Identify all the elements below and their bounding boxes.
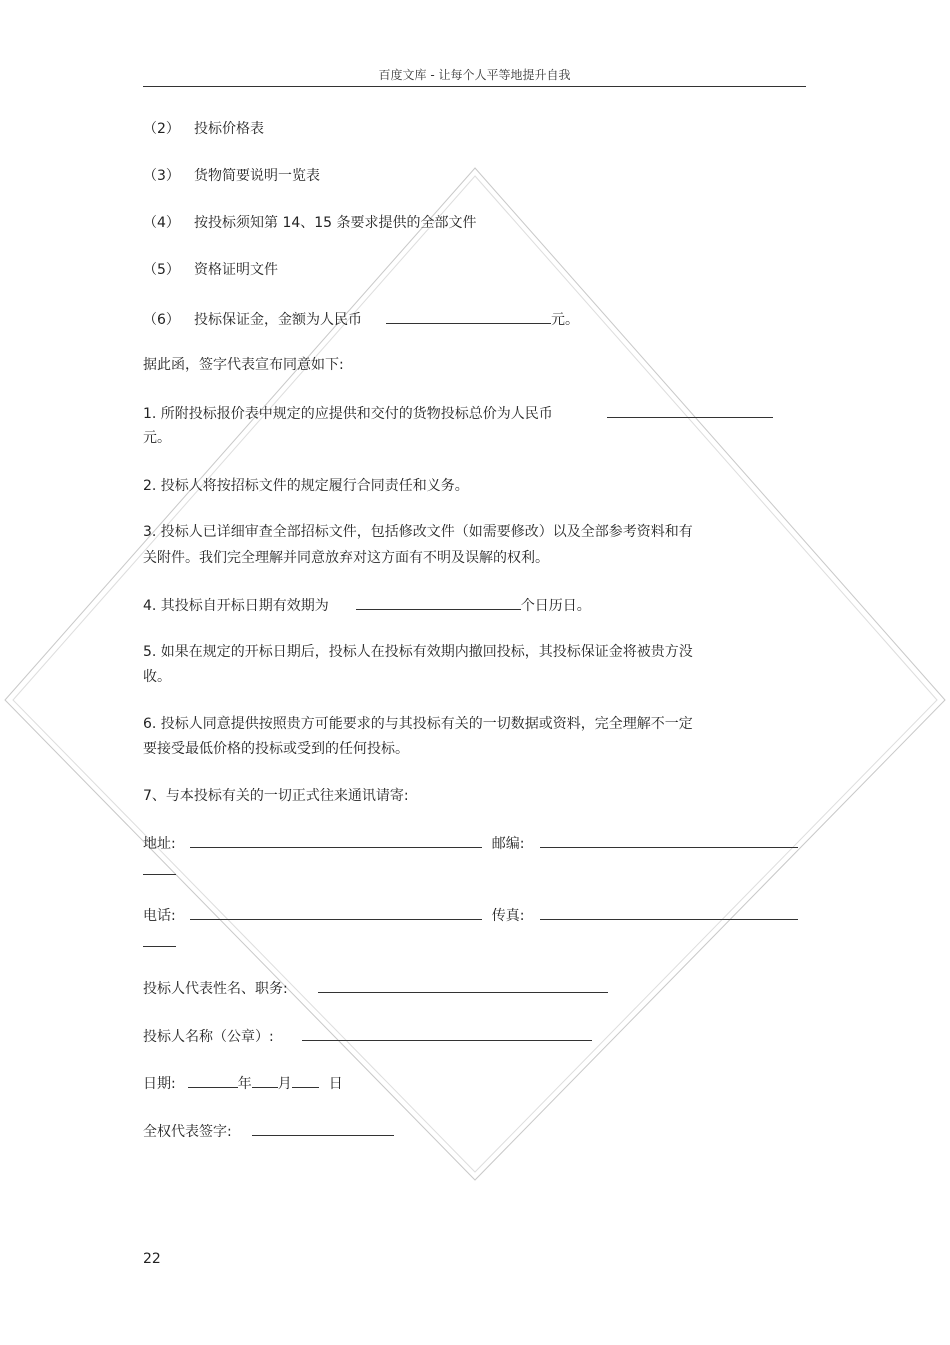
- clause-1-cont: 元。: [143, 430, 171, 446]
- rep-blank[interactable]: [318, 978, 608, 993]
- list-item: [143, 260, 278, 280]
- date-label: 日期:: [143, 1076, 176, 1092]
- clause-4-suffix: 个日历日。: [520, 598, 591, 614]
- fax-blank[interactable]: [540, 905, 798, 920]
- phone-blank[interactable]: [190, 905, 482, 920]
- fax-label: 传真:: [491, 908, 525, 924]
- deposit-suffix: 元。: [551, 312, 579, 328]
- clause-5-line2: 收。: [143, 669, 171, 685]
- item-number: （5）: [143, 262, 180, 278]
- item-number: （2）: [143, 121, 180, 137]
- phone-label: 电话:: [143, 908, 176, 924]
- name-label: 投标人名称（公章）:: [143, 1029, 274, 1045]
- clause-4: [143, 595, 591, 616]
- item-text: 投标保证金，金额为人民币: [194, 312, 362, 328]
- date-row: [143, 1073, 343, 1094]
- month-blank[interactable]: [252, 1073, 278, 1088]
- signature-blank[interactable]: [252, 1121, 394, 1136]
- header-rule: [143, 86, 806, 87]
- list-item: [143, 166, 320, 186]
- item-text: 货物简要说明一览表: [194, 168, 320, 184]
- clause-3-line1: 3. 投标人已详细审查全部招标文件，包括修改文件（如需要修改）以及全部参考资料和有: [143, 524, 693, 540]
- item-text: 投标价格表: [194, 121, 264, 137]
- clause-2: 2. 投标人将按招标文件的规定履行合同责任和义务。: [143, 478, 469, 494]
- address-blank[interactable]: [190, 833, 482, 848]
- postcode-blank-cont[interactable]: [143, 860, 176, 875]
- year-blank[interactable]: [188, 1073, 238, 1088]
- item-number: （3）: [143, 168, 180, 184]
- clause-6-line2: 要接受最低价格的投标或受到的任何投标。: [143, 741, 409, 757]
- address-label: 地址:: [143, 836, 176, 852]
- clause-1-text: 1. 所附投标报价表中规定的应提供和交付的货物投标总价为人民币: [143, 406, 553, 422]
- day-label: 日: [328, 1076, 343, 1092]
- declaration-text: 据此函，签字代表宣布同意如下:: [143, 357, 344, 373]
- page-number: 22: [143, 1251, 161, 1267]
- clause-7: 7、与本投标有关的一切正式往来通讯请寄:: [143, 788, 409, 804]
- postcode-blank[interactable]: [540, 833, 798, 848]
- list-item: [143, 119, 264, 139]
- year-label: 年: [237, 1076, 252, 1092]
- phone-row-cont: [143, 932, 176, 953]
- name-blank[interactable]: [302, 1026, 592, 1041]
- total-price-blank[interactable]: [607, 403, 773, 418]
- fax-blank-cont[interactable]: [143, 932, 176, 947]
- item-text: 资格证明文件: [194, 262, 278, 278]
- rep-label: 投标人代表性名、职务:: [143, 981, 288, 997]
- postcode-label: 邮编:: [491, 836, 525, 852]
- day-blank[interactable]: [292, 1073, 319, 1088]
- deposit-amount-blank[interactable]: [386, 309, 551, 324]
- signature-row: [143, 1121, 394, 1142]
- address-row: [143, 833, 798, 854]
- phone-row: [143, 905, 798, 926]
- validity-days-blank[interactable]: [356, 595, 521, 610]
- clause-6-line1: 6. 投标人同意提供按照贵方可能要求的与其投标有关的一切数据或资料，完全理解不一定: [143, 716, 693, 732]
- page-header: 百度文库 - 让每个人平等地提升自我: [378, 68, 571, 82]
- name-row: [143, 1026, 592, 1047]
- rep-row: [143, 978, 608, 999]
- item-number: （6）: [143, 312, 180, 328]
- clause-3-line2: 关附件。我们完全理解并同意放弃对这方面有不明及误解的权利。: [143, 550, 549, 566]
- item-text: 按投标须知第 14、15 条要求提供的全部文件: [194, 215, 477, 231]
- list-item: [143, 213, 477, 233]
- item-number: （4）: [143, 215, 180, 231]
- month-label: 月: [277, 1076, 292, 1092]
- clause-5-line1: 5. 如果在规定的开标日期后，投标人在投标有效期内撤回投标，其投标保证金将被贵方没: [143, 644, 693, 660]
- address-row-cont: [143, 860, 176, 881]
- signature-label: 全权代表签字:: [143, 1124, 232, 1140]
- list-item-deposit: [143, 309, 579, 330]
- clause-1: [143, 403, 773, 424]
- clause-4-text: 4. 其投标自开标日期有效期为: [143, 598, 329, 614]
